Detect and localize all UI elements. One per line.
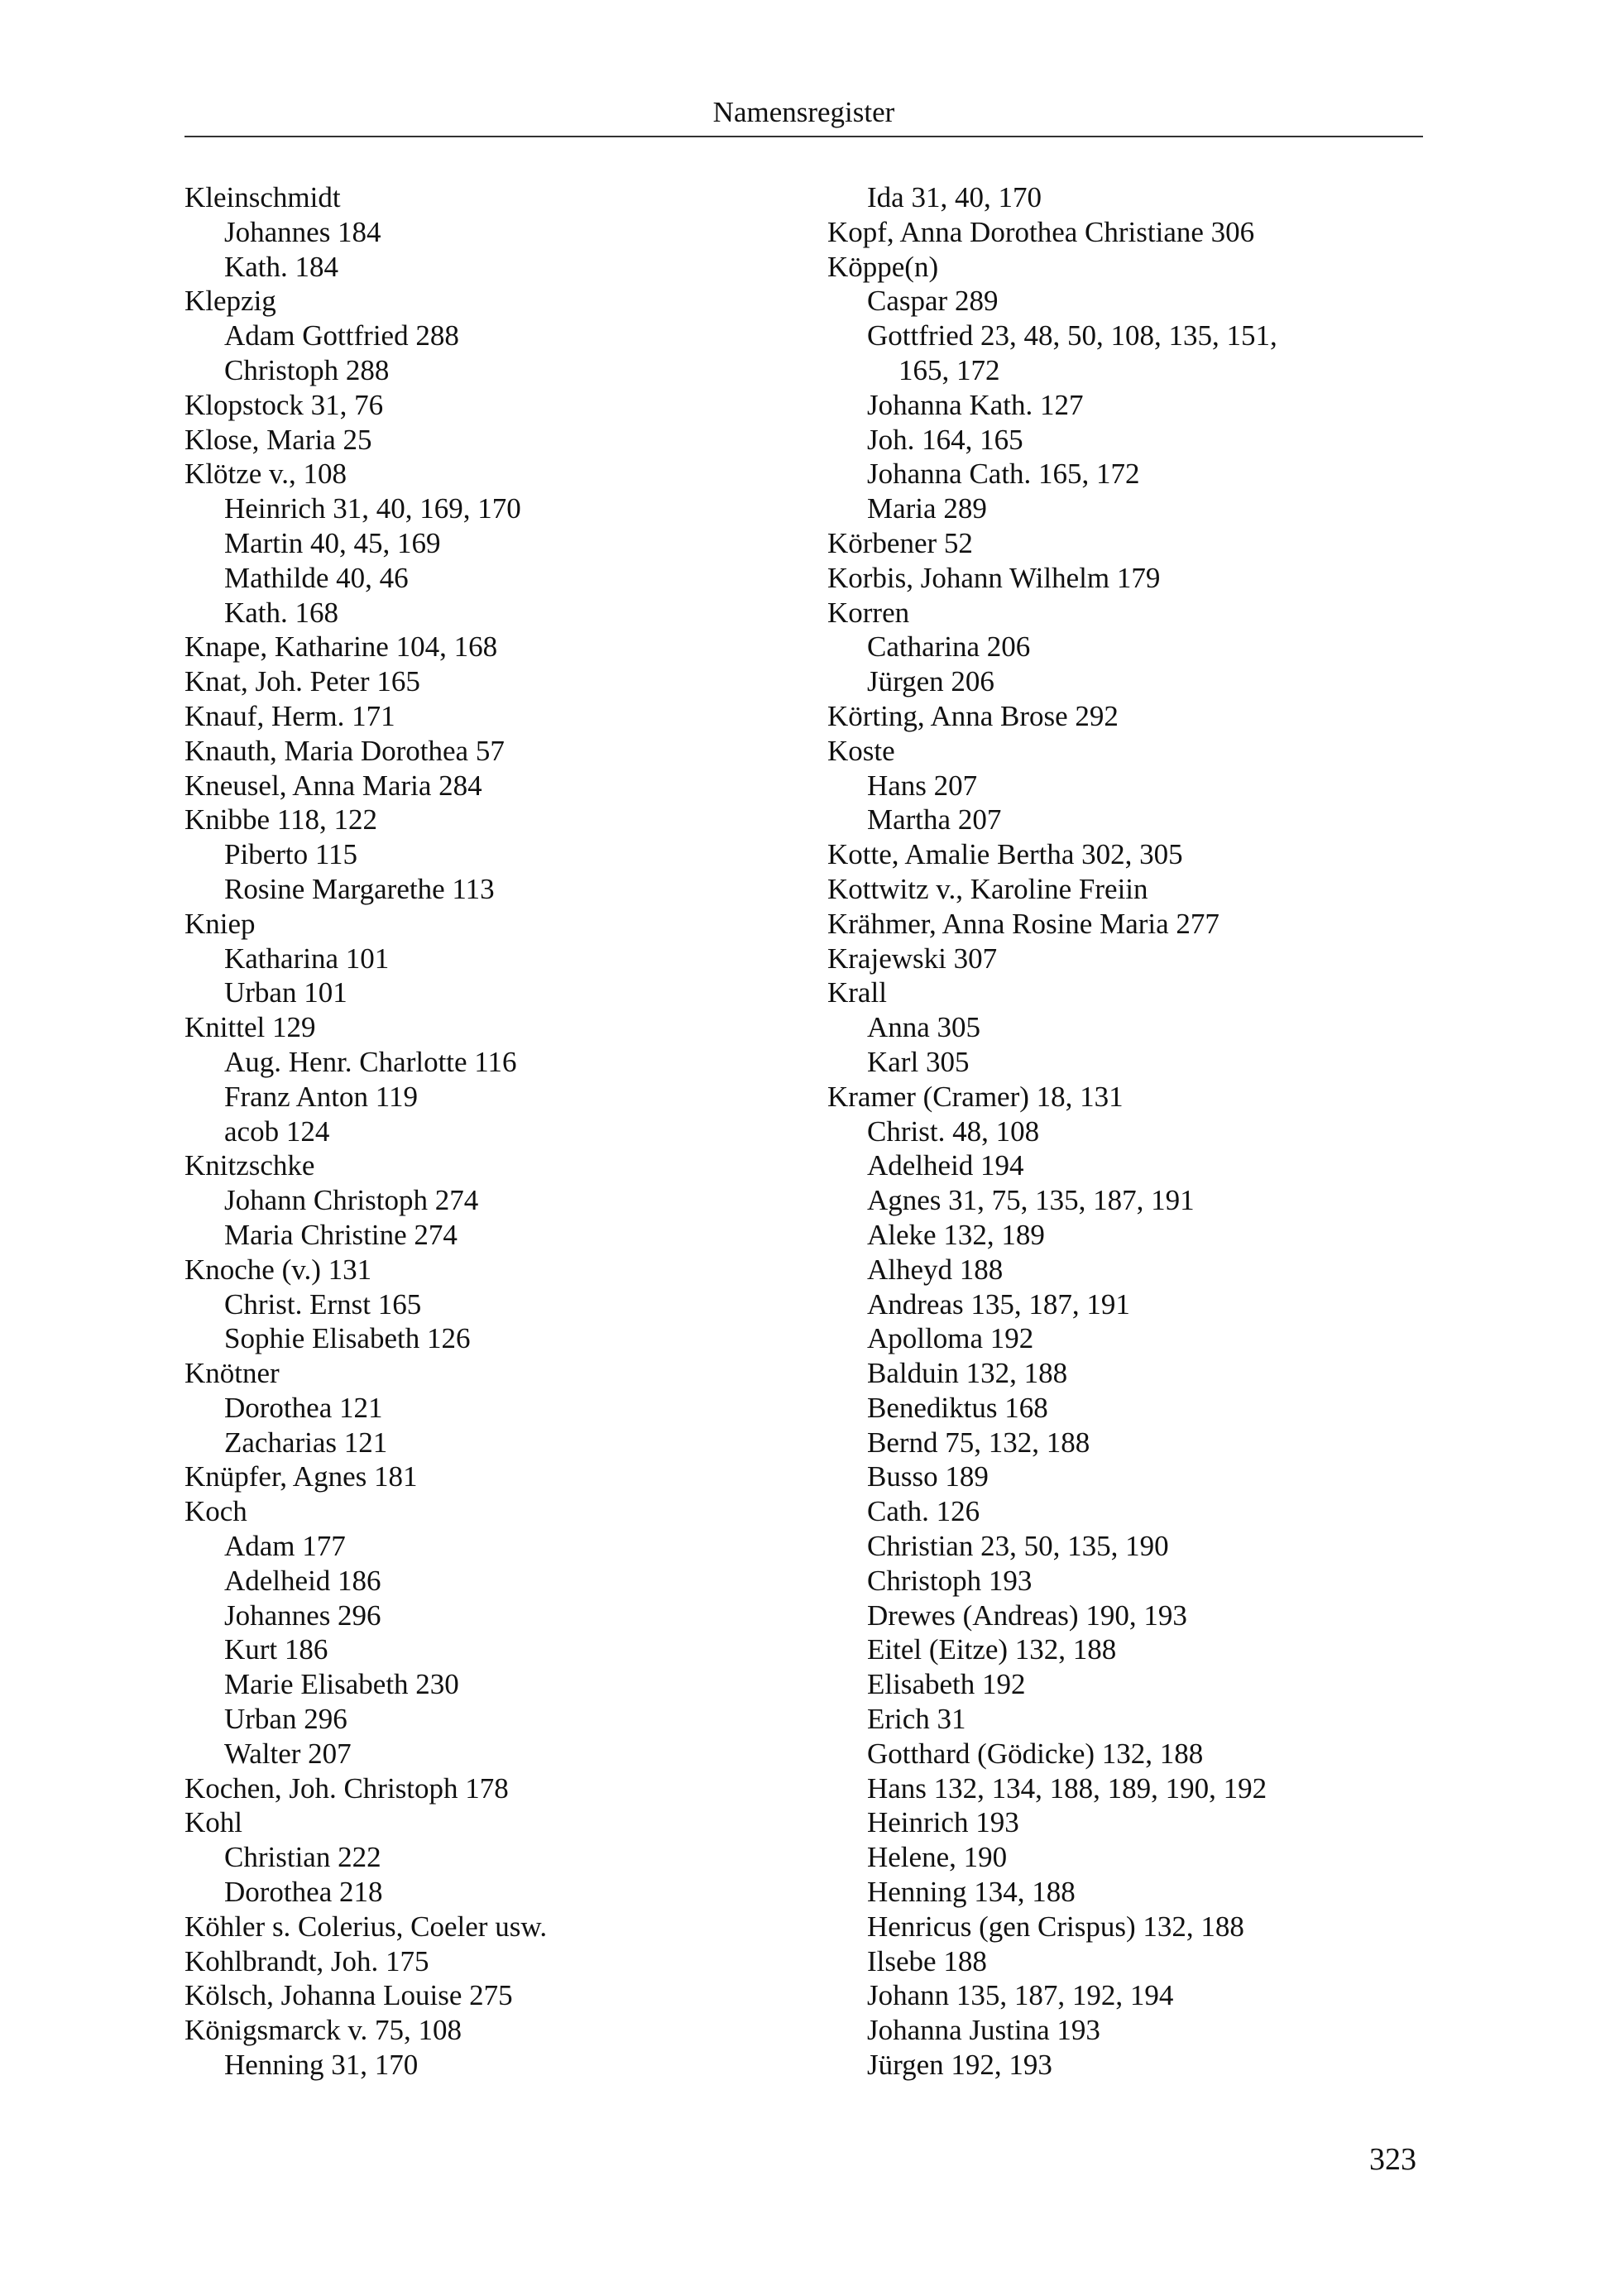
index-subentry: Johanna Justina 193 (867, 2014, 1100, 2047)
index-entry: Knat, Joh. Peter 165 (184, 665, 420, 698)
index-subentry: Heinrich 31, 40, 169, 170 (224, 492, 521, 525)
index-subentry: Marie Elisabeth 230 (224, 1668, 459, 1701)
index-entry: Kohlbrandt, Joh. 175 (184, 1944, 429, 1977)
index-subentry: Walter 207 (224, 1737, 352, 1770)
page-number: 323 (1369, 2142, 1416, 2177)
index-entry: Knittel 129 (184, 1011, 316, 1044)
index-subentry: Kath. 168 (224, 596, 339, 629)
index-entry: Klepzig (184, 285, 276, 318)
index-entry: Korbis, Johann Wilhelm 179 (827, 561, 1161, 594)
index-column-right (827, 180, 1423, 2083)
index-subentry: Hans 207 (867, 769, 978, 802)
index-subentry: Jürgen 192, 193 (867, 2049, 1052, 2082)
index-subentry: Martha 207 (867, 803, 1002, 836)
index-subentry: Dorothea 121 (224, 1391, 383, 1424)
index-entry: Knötner (184, 1357, 280, 1390)
index-subentry: Bernd 75, 132, 188 (867, 1426, 1090, 1459)
index-entry: Köhler s. Colerius, Coeler usw. (184, 1910, 548, 1943)
index-subentry: Ida 31, 40, 170 (867, 181, 1042, 213)
index-entry: Krajewski 307 (827, 942, 998, 975)
index-subentry: Sophie Elisabeth 126 (224, 1322, 471, 1355)
index-entry: Knoche (v.) 131 (184, 1253, 372, 1286)
index-entry: Klopstock 31, 76 (184, 388, 384, 421)
index-subentry: Johannes 184 (224, 215, 381, 248)
index-entry: Klötze v., 108 (184, 458, 347, 491)
index-entry: Kramer (Cramer) 18, 131 (827, 1080, 1124, 1113)
index-subentry: Johanna Kath. 127 (867, 388, 1084, 421)
index-subentry: Jürgen 206 (867, 665, 994, 698)
index-entry: Kölsch, Johanna Louise 275 (184, 1979, 513, 2012)
index-subentry: Gottfried 23, 48, 50, 108, 135, 151, (867, 319, 1277, 352)
index-subentry: Apolloma 192 (867, 1322, 1034, 1355)
index-subentry: Helene, 190 (867, 1841, 1008, 1874)
index-subentry: Christ. Ernst 165 (224, 1287, 422, 1321)
index-subentry: Catharina 206 (867, 630, 1031, 664)
index-subentry: Erich 31 (867, 1703, 966, 1736)
index-subentry: Balduin 132, 188 (867, 1357, 1068, 1390)
index-subentry: Joh. 164, 165 (867, 423, 1023, 456)
index-subentry: Gotthard (Gödicke) 132, 188 (867, 1737, 1204, 1770)
index-subentry: Kath. 184 (224, 250, 339, 283)
index-subentry: Katharina 101 (224, 942, 390, 975)
index-subentry: Piberto 115 (224, 838, 358, 871)
index-subentry: Kurt 186 (224, 1633, 328, 1666)
index-subentry: Henning 31, 170 (224, 2049, 419, 2082)
index-subentry: Johann Christoph 274 (224, 1184, 479, 1217)
index-subentry: Urban 101 (224, 976, 347, 1009)
index-subentry: Mathilde 40, 46 (224, 561, 409, 594)
index-subentry: Christ. 48, 108 (867, 1114, 1040, 1148)
header-rule (184, 136, 1423, 137)
index-subentry: Zacharias 121 (224, 1426, 388, 1459)
index-subentry: Franz Anton 119 (224, 1080, 418, 1113)
index-subentry: Agnes 31, 75, 135, 187, 191 (867, 1184, 1195, 1217)
index-subentry: Urban 296 (224, 1703, 347, 1736)
index-subentry: Alheyd 188 (867, 1253, 1004, 1286)
index-subentry: Aleke 132, 189 (867, 1218, 1045, 1251)
index-subentry: Henning 134, 188 (867, 1876, 1076, 1909)
index-entry: Korren (827, 596, 910, 629)
index-entry: Kleinschmidt (184, 181, 341, 213)
index-entry: Königsmarck v. 75, 108 (184, 2014, 462, 2047)
index-entry: Knauth, Maria Dorothea 57 (184, 734, 505, 767)
index-entry: Kochen, Joh. Christoph 178 (184, 1771, 509, 1805)
index-subentry: Drewes (Andreas) 190, 193 (867, 1599, 1187, 1632)
index-entry: Knitzschke (184, 1149, 315, 1182)
index-entry: Klose, Maria 25 (184, 423, 372, 456)
index-entry: Knape, Katharine 104, 168 (184, 630, 498, 664)
index-entry: Kottwitz v., Karoline Freiin (827, 872, 1148, 905)
index-subentry: Maria 289 (867, 492, 987, 525)
index-subentry: Adelheid 194 (867, 1149, 1024, 1182)
index-entry: Koste (827, 734, 895, 767)
index-subentry: Adelheid 186 (224, 1564, 381, 1597)
index-entry: Knüpfer, Agnes 181 (184, 1460, 418, 1493)
index-subentry: Benediktus 168 (867, 1391, 1048, 1424)
index-entry: Körbener 52 (827, 526, 973, 559)
index-entry: Kotte, Amalie Bertha 302, 305 (827, 838, 1183, 871)
index-subentry: Christoph 193 (867, 1564, 1033, 1597)
index-subentry: Christian 222 (224, 1841, 381, 1874)
index-column-left (184, 180, 813, 2083)
index-subentry: Adam Gottfried 288 (224, 319, 459, 352)
index-subentry: Elisabeth 192 (867, 1668, 1026, 1701)
index-subentry: Karl 305 (867, 1045, 970, 1078)
index-subentry: Busso 189 (867, 1460, 989, 1493)
index-entry: Kniep (184, 907, 256, 940)
index-subentry: 165, 172 (898, 353, 1000, 386)
index-subentry: Caspar 289 (867, 285, 999, 318)
index-entry: Knauf, Herm. 171 (184, 699, 395, 732)
index-subentry: Eitel (Eitze) 132, 188 (867, 1633, 1117, 1666)
index-subentry: Christoph 288 (224, 353, 390, 386)
index-subentry: Rosine Margarethe 113 (224, 872, 495, 905)
index-subentry: Johannes 296 (224, 1599, 381, 1632)
index-subentry: Christian 23, 50, 135, 190 (867, 1530, 1169, 1563)
index-subentry: Johann 135, 187, 192, 194 (867, 1979, 1174, 2012)
index-subentry: Anna 305 (867, 1011, 981, 1044)
index-subentry: Ilsebe 188 (867, 1944, 987, 1977)
index-subentry: Dorothea 218 (224, 1876, 383, 1909)
index-subentry: Aug. Henr. Charlotte 116 (224, 1045, 517, 1078)
running-header: Namensregister (712, 96, 895, 128)
index-subentry: Adam 177 (224, 1530, 346, 1563)
index-subentry: Cath. 126 (867, 1495, 980, 1528)
index-entry: Kopf, Anna Dorothea Christiane 306 (827, 215, 1255, 248)
index-entry: Kohl (184, 1806, 242, 1839)
index-entry: Köppe(n) (827, 250, 939, 283)
index-subentry: acob 124 (224, 1114, 330, 1148)
index-entry: Krähmer, Anna Rosine Maria 277 (827, 907, 1219, 940)
index-entry: Knibbe 118, 122 (184, 803, 377, 836)
index-entry: Koch (184, 1495, 247, 1528)
index-entry: Körting, Anna Brose 292 (827, 699, 1119, 732)
index-subentry: Johanna Cath. 165, 172 (867, 458, 1140, 491)
index-subentry: Heinrich 193 (867, 1806, 1019, 1839)
index-subentry: Andreas 135, 187, 191 (867, 1287, 1130, 1321)
index-entry: Krall (827, 976, 887, 1009)
index-entry: Kneusel, Anna Maria 284 (184, 769, 482, 802)
index-subentry: Hans 132, 134, 188, 189, 190, 192 (867, 1771, 1267, 1805)
index-subentry: Maria Christine 274 (224, 1218, 458, 1251)
index-subentry: Henricus (gen Crispus) 132, 188 (867, 1910, 1244, 1943)
index-subentry: Martin 40, 45, 169 (224, 526, 441, 559)
